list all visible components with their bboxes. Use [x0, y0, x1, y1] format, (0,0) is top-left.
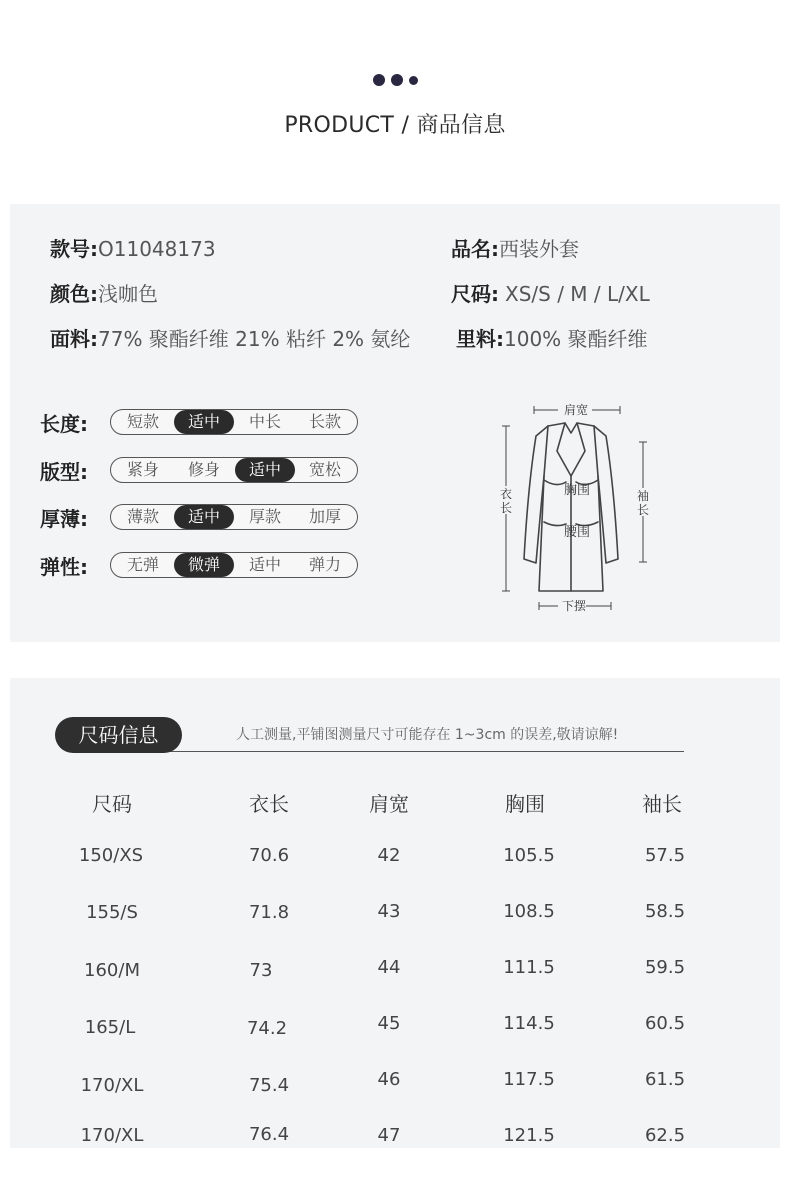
table-cell: 45	[377, 1013, 401, 1034]
dot-icon	[391, 74, 403, 86]
table-cell: 73	[249, 960, 273, 981]
table-cell: 58.5	[644, 901, 686, 922]
hem-label: 下摆	[561, 599, 587, 613]
attribute-scale	[110, 552, 358, 578]
attribute-option: 修身	[187, 460, 220, 479]
attribute-option: 适中	[174, 410, 234, 434]
product-fabric	[50, 323, 410, 352]
attribute-label: 厚薄:	[40, 506, 88, 531]
measurement-note: 人工测量,平铺图测量尺寸可能存在 1~3cm 的误差,敬请谅解!	[236, 727, 619, 743]
column-header-length: 衣长	[249, 792, 289, 816]
size-info-badge: 尺码信息	[55, 717, 182, 753]
attribute-row-thickness	[40, 504, 358, 530]
attribute-option: 适中	[174, 505, 234, 529]
table-cell: 74.2	[246, 1018, 288, 1039]
attribute-option: 紧身	[126, 460, 159, 479]
table-cell: 165/L	[84, 1017, 136, 1038]
column-header-shoulder: 肩宽	[369, 792, 409, 816]
table-cell: 76.4	[248, 1124, 290, 1145]
table-cell: 105.5	[503, 845, 555, 866]
waist-label: 腰围	[563, 525, 591, 540]
product-lining	[456, 323, 648, 352]
badge-underline	[160, 751, 684, 752]
coat-diagram	[486, 396, 656, 620]
product-name-label: 品名:	[451, 237, 499, 261]
product-sizes	[451, 278, 650, 307]
attribute-scale	[110, 504, 358, 530]
table-cell: 75.4	[248, 1075, 290, 1096]
table-cell: 61.5	[644, 1069, 686, 1090]
product-sizes-value: XS/S / M / L/XL	[505, 282, 650, 306]
attribute-option: 厚款	[248, 507, 281, 526]
product-fabric-value: 77% 聚酯纤维 21% 粘纤 2% 氨纶	[98, 327, 411, 351]
page-title: PRODUCT / 商品信息	[284, 113, 506, 138]
dot-icon	[373, 74, 385, 86]
column-header-sleeve: 袖长	[642, 792, 682, 816]
attribute-row-elasticity	[40, 552, 358, 578]
product-color-label: 颜色:	[50, 282, 98, 306]
attribute-scale	[110, 409, 358, 435]
attribute-option: 微弹	[174, 553, 234, 577]
attribute-label: 版型:	[40, 459, 88, 484]
table-cell: 62.5	[644, 1125, 686, 1146]
table-cell: 42	[377, 845, 401, 866]
dot-icon	[409, 76, 418, 85]
table-cell: 121.5	[503, 1125, 555, 1146]
attribute-row-fit	[40, 457, 358, 483]
decorative-dots	[0, 73, 790, 87]
attribute-label: 弹性:	[40, 554, 88, 579]
product-lining-label: 里料:	[456, 327, 504, 351]
table-cell: 59.5	[644, 957, 686, 978]
attribute-option: 加厚	[308, 507, 341, 526]
product-fabric-label: 面料:	[50, 327, 98, 351]
attribute-option: 中长	[248, 412, 281, 431]
table-cell: 170/XL	[80, 1075, 144, 1096]
measure-lines	[499, 406, 650, 610]
column-header-chest: 胸围	[505, 792, 545, 816]
table-cell: 108.5	[503, 901, 555, 922]
product-lining-value: 100% 聚酯纤维	[504, 327, 648, 351]
attribute-option: 适中	[248, 555, 281, 574]
length-label-1: 衣	[499, 487, 513, 501]
style-number-label: 款号:	[50, 237, 98, 261]
attribute-option: 适中	[235, 458, 295, 482]
table-cell: 44	[377, 957, 401, 978]
table-cell: 60.5	[644, 1013, 686, 1034]
attribute-scale	[110, 457, 358, 483]
chest-label: 胸围	[563, 483, 591, 498]
table-cell: 43	[377, 901, 401, 922]
table-cell: 114.5	[503, 1013, 555, 1034]
product-color	[50, 278, 158, 307]
style-number	[50, 233, 216, 262]
table-cell: 57.5	[644, 845, 686, 866]
shoulder-label: 肩宽	[563, 403, 589, 417]
attribute-option: 无弹	[126, 555, 159, 574]
table-cell: 155/S	[86, 902, 138, 923]
attribute-option: 宽松	[308, 460, 341, 479]
table-cell: 117.5	[503, 1069, 555, 1090]
coat-outline-icon	[524, 423, 618, 591]
table-cell: 170/XL	[80, 1125, 144, 1146]
attribute-option: 短款	[126, 412, 159, 431]
product-color-value: 浅咖色	[98, 282, 158, 306]
table-cell: 71.8	[248, 902, 290, 923]
column-header-size: 尺码	[92, 792, 132, 816]
sleeve-label-1: 袖	[636, 489, 650, 503]
table-cell: 111.5	[503, 957, 555, 978]
table-cell: 46	[377, 1069, 401, 1090]
length-label-2: 长	[499, 501, 513, 515]
table-cell: 150/XS	[78, 845, 144, 866]
table-cell: 160/M	[84, 960, 140, 981]
product-name-value: 西装外套	[499, 237, 579, 261]
attribute-option: 薄款	[126, 507, 159, 526]
product-name	[451, 233, 579, 262]
product-sizes-label: 尺码:	[451, 282, 499, 306]
attribute-label: 长度:	[40, 411, 88, 436]
attribute-option: 长款	[308, 412, 341, 431]
attribute-row-length	[40, 409, 358, 435]
sleeve-label-2: 长	[636, 503, 650, 517]
table-cell: 47	[377, 1125, 401, 1146]
table-cell: 70.6	[248, 845, 290, 866]
attribute-option: 弹力	[308, 555, 341, 574]
style-number-value: O11048173	[98, 237, 216, 261]
